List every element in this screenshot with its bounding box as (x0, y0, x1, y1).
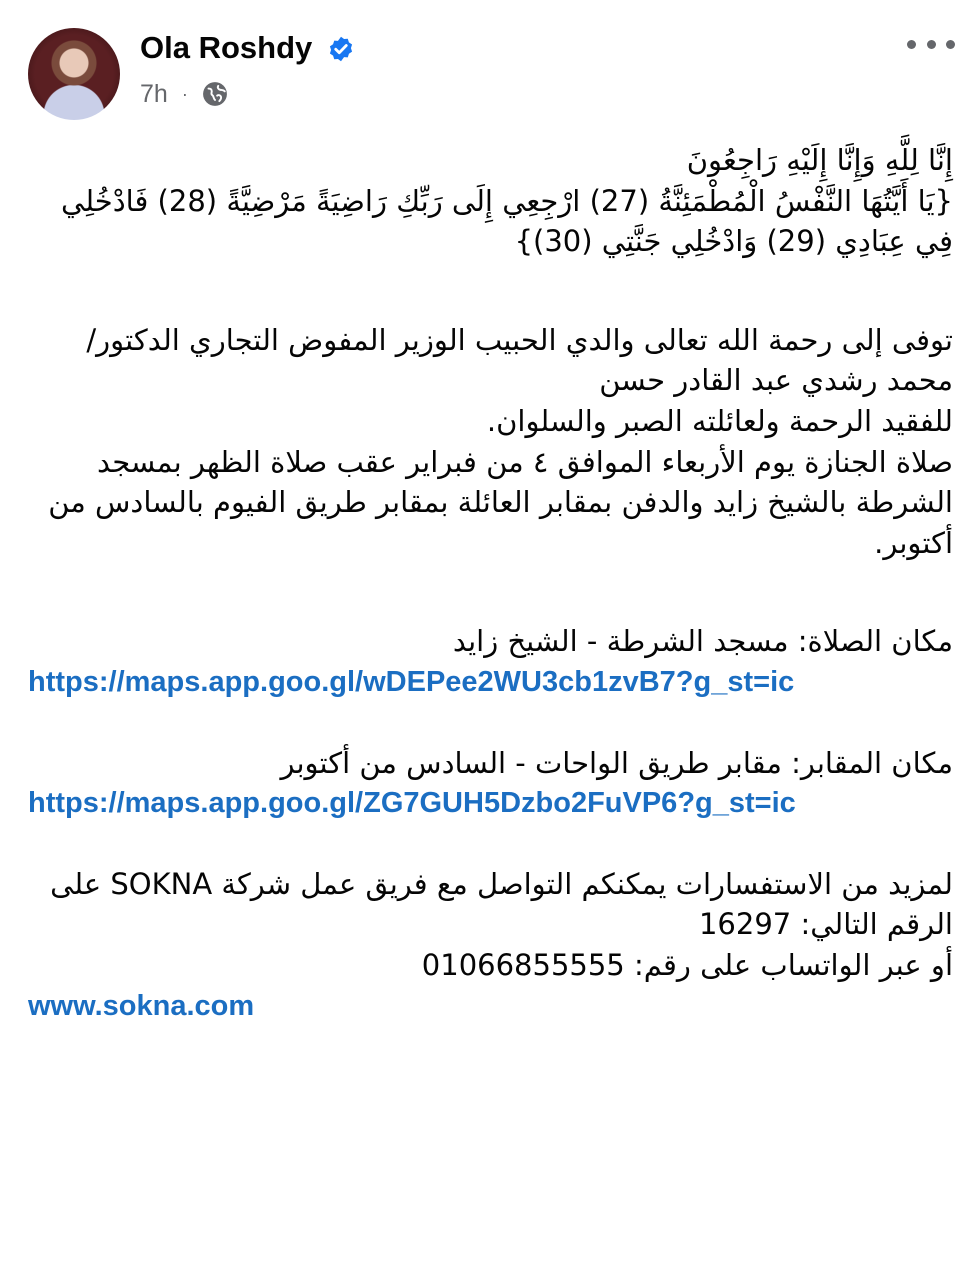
verse-block (28, 140, 953, 262)
post-body (28, 140, 953, 1026)
post-time[interactable]: 7h (140, 79, 168, 108)
verse-opening: إِنَّا لِلَّهِ وَإِنَّا إِلَيْهِ رَاجِعُونَ (686, 143, 953, 177)
verse-line: فِي عِبَادِي (29) وَادْخُلِي جَنَّتِي (30)} (514, 224, 953, 259)
meta-separator: · (181, 83, 188, 104)
more-options-icon-dot (946, 40, 955, 49)
announcement-line: محمد رشدي عبد القادر حسن (599, 363, 953, 398)
prayer-location-label: مكان الصلاة: مسجد الشرطة - الشيخ زايد (452, 624, 953, 659)
burial-location-link[interactable]: https://maps.app.goo.gl/ZG7GUH5Dzbo2FuVP6?g_st=ic (28, 787, 796, 820)
author-avatar[interactable] (28, 28, 120, 120)
burial-location-block (28, 743, 953, 824)
post-meta (140, 78, 228, 110)
more-options-icon-dot (927, 40, 936, 49)
announcement-block (28, 320, 953, 564)
contact-line: أو عبر الواتساب على رقم: 01066855555 (421, 947, 953, 982)
verse-line: {يَا أَيَّتُهَا النَّفْسُ الْمُطْمَئِنَّةُ (27) ارْجِعِي إِلَى رَبِّكِ رَاضِيَةً مَرْضِيَّةً (28) فَادْخُلِي (61, 183, 953, 218)
prayer-location-link[interactable]: https://maps.app.goo.gl/wDEPee2WU3cb1zvB7?g_st=ic (28, 665, 795, 698)
website-link[interactable]: www.sokna.com (28, 989, 255, 1022)
prayer-location-block (28, 621, 953, 702)
announcement-line: توفى إلى رحمة الله تعالى والدي الحبيب الوزير المفوض التجاري الدكتور/ (86, 322, 953, 357)
announcement-line: الشرطة بالشيخ زايد والدفن بمقابر العائلة بمقابر طريق الفيوم بالسادس من (48, 485, 953, 520)
contact-line: الرقم التالي: 16297 (698, 907, 953, 942)
more-options-icon-dot (907, 40, 916, 49)
globe-icon[interactable] (202, 81, 228, 107)
announcement-line: صلاة الجنازة يوم الأربعاء الموافق ٤ من فبراير عقب صلاة الظهر بمسجد (96, 444, 953, 479)
post-header (0, 0, 979, 130)
burial-location-label: مكان المقابر: مقابر طريق الواحات - السادس من أكتوبر (280, 745, 953, 780)
contact-line: لمزيد من الاستفسارات يمكنكم التواصل مع فريق عمل شركة SOKNA على (50, 866, 953, 901)
announcement-line: أكتوبر. (874, 525, 953, 560)
announcement-line: للفقيد الرحمة ولعائلته الصبر والسلوان. (486, 403, 953, 438)
more-options-button[interactable] (907, 30, 955, 58)
contact-block (28, 864, 953, 1026)
verified-badge-icon (327, 35, 355, 63)
author-name[interactable]: Ola Roshdy (140, 30, 313, 65)
